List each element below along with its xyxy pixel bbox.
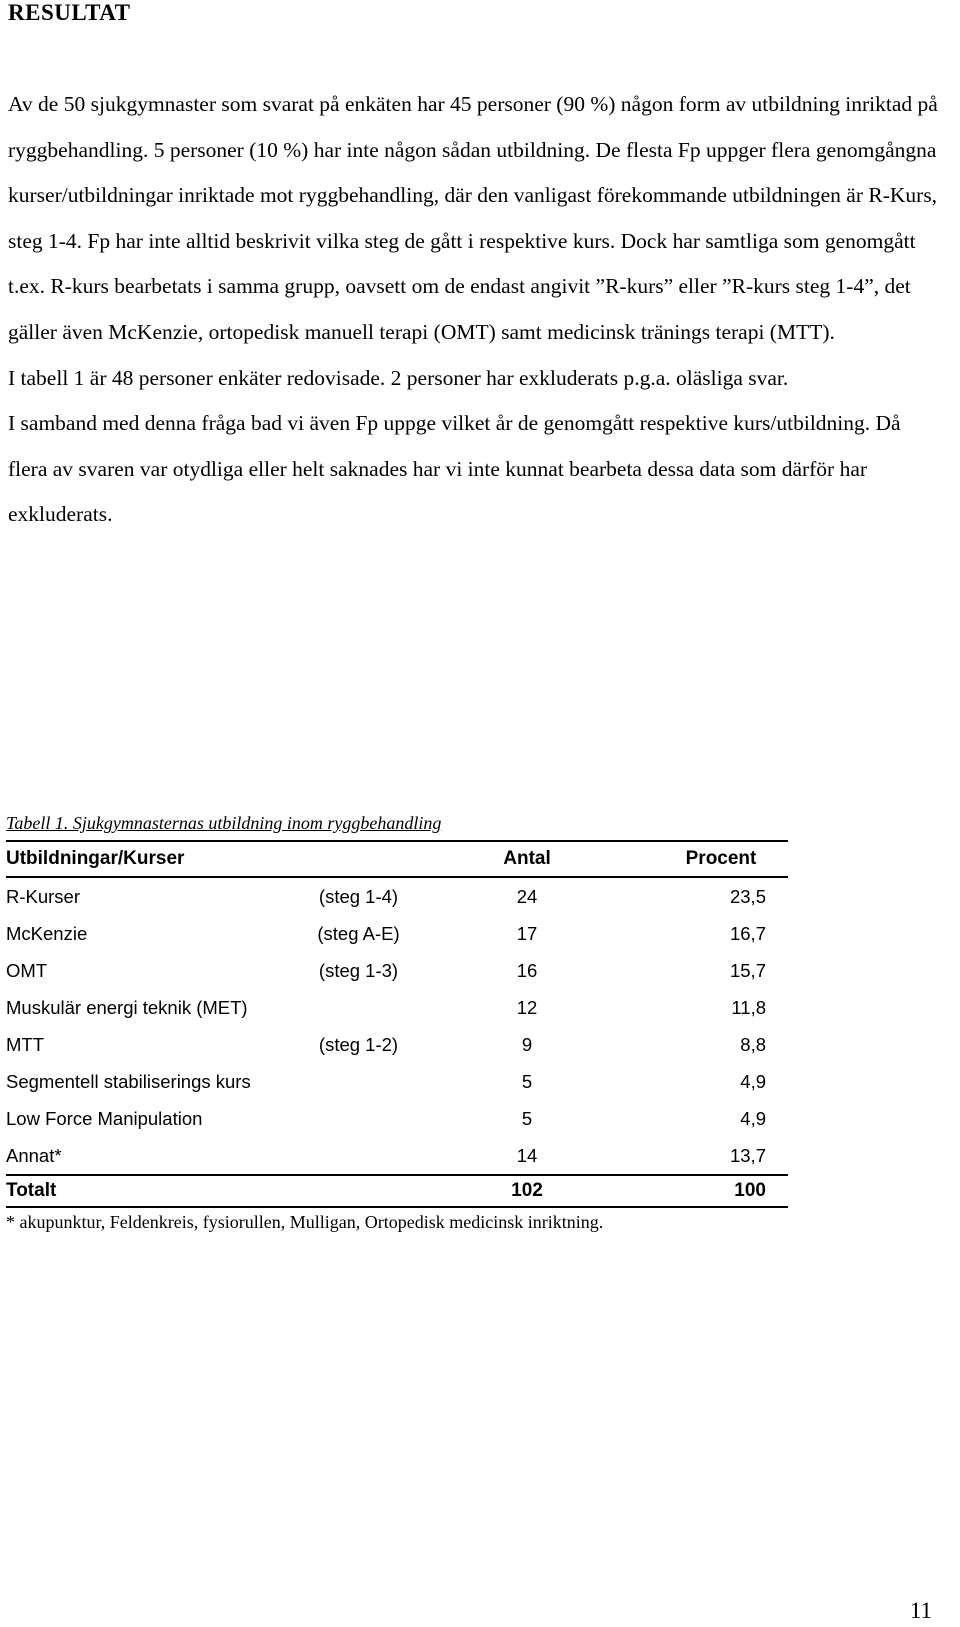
course-percent: 11,8 [731,997,766,1018]
course-steps: (steg 1-3) [318,960,399,981]
course-name: OMT [6,960,48,981]
table-row [6,989,788,1026]
course-percent: 4,9 [740,1071,766,1092]
course-name: Low Force Manipulation [6,1108,203,1129]
body-text [8,82,943,538]
course-name: Segmentell stabiliserings kurs [6,1071,251,1092]
paragraph-1: Av de 50 sjukgymnaster som svarat på enkäten har 45 personer (90 %) någon form av utbildning inriktad på ryggbehandling. 5 personer (10 %) har inte någon sådan utbildning. De flesta Fp uppger flera genomgångna kurser/utbildningar inriktade mot ryggbehandling, där den vanligast förekommande utbildningen är R-Kurs, steg 1-4. Fp har inte alltid beskrivit vilka steg de gått i respektive kurs. Dock har samtliga som genomgått t.ex. R-kurs bearbetats i samma grupp, oavsett om de endast angivit ”R-kurs” eller ”R-kurs steg 1-4”, det gäller även McKenzie, ortopedisk manuell terapi (OMT) samt medicinsk tränings terapi (MTT). [8,92,938,344]
table-footnote: * akupunktur, Feldenkreis, fysiorullen, Mulligan, Ortopedisk medicinsk inriktning. [6,1212,604,1232]
paragraph-3: I samband med denna fråga bad vi även Fp uppge vilket år de genomgått respektive kurs/utbildning. Då flera av svaren var otydliga eller helt saknades har vi inte kunnat bearbeta dessa data som därför har exkluderats. [8,411,901,527]
header-count: Antal [503,848,551,869]
header-percent: Procent [685,848,757,869]
course-count: 16 [516,960,538,981]
header-courses: Utbildningar/Kurser [6,848,185,869]
course-name: R-Kurser [6,886,81,907]
course-count: 24 [516,886,538,907]
course-count: 5 [521,1071,533,1092]
course-name: McKenzie [6,923,88,944]
course-count: 14 [516,1145,538,1166]
course-percent: 4,9 [740,1108,766,1129]
course-steps: (steg 1-2) [318,1034,399,1055]
course-count: 12 [516,997,538,1018]
course-name: Annat* [6,1145,62,1166]
total-percent: 100 [734,1180,766,1201]
table-row [6,915,788,952]
table-bottom-rule [6,1206,788,1208]
table-total-row [6,1176,788,1206]
table-row [6,952,788,989]
course-percent: 15,7 [729,960,766,981]
course-count: 9 [521,1034,533,1055]
course-count: 17 [516,923,538,944]
course-name: Muskulär energi teknik (MET) [6,997,248,1018]
table-header-row [6,842,788,876]
course-steps: (steg 1-4) [318,886,399,907]
course-name: MTT [6,1034,45,1055]
table-caption: Tabell 1. Sjukgymnasternas utbildning inom ryggbehandling [6,813,442,833]
section-heading: RESULTAT [8,0,131,25]
page-number: 11 [909,1598,932,1623]
total-label: Totalt [6,1180,57,1201]
total-count: 102 [511,1180,543,1201]
course-percent: 13,7 [729,1145,766,1166]
course-percent: 23,5 [729,886,766,907]
course-percent: 8,8 [740,1034,766,1055]
course-steps: (steg A-E) [317,923,400,944]
course-count: 5 [521,1108,533,1129]
table-row [6,878,788,915]
table-row [6,1100,788,1137]
paragraph-2: I tabell 1 är 48 personer enkäter redovisade. 2 personer har exkluderats p.g.a. oläsliga svar. [8,365,789,390]
course-percent: 16,7 [729,923,766,944]
table-row [6,1137,788,1174]
table-row [6,1026,788,1063]
table-row [6,1063,788,1100]
education-table [6,806,788,1235]
